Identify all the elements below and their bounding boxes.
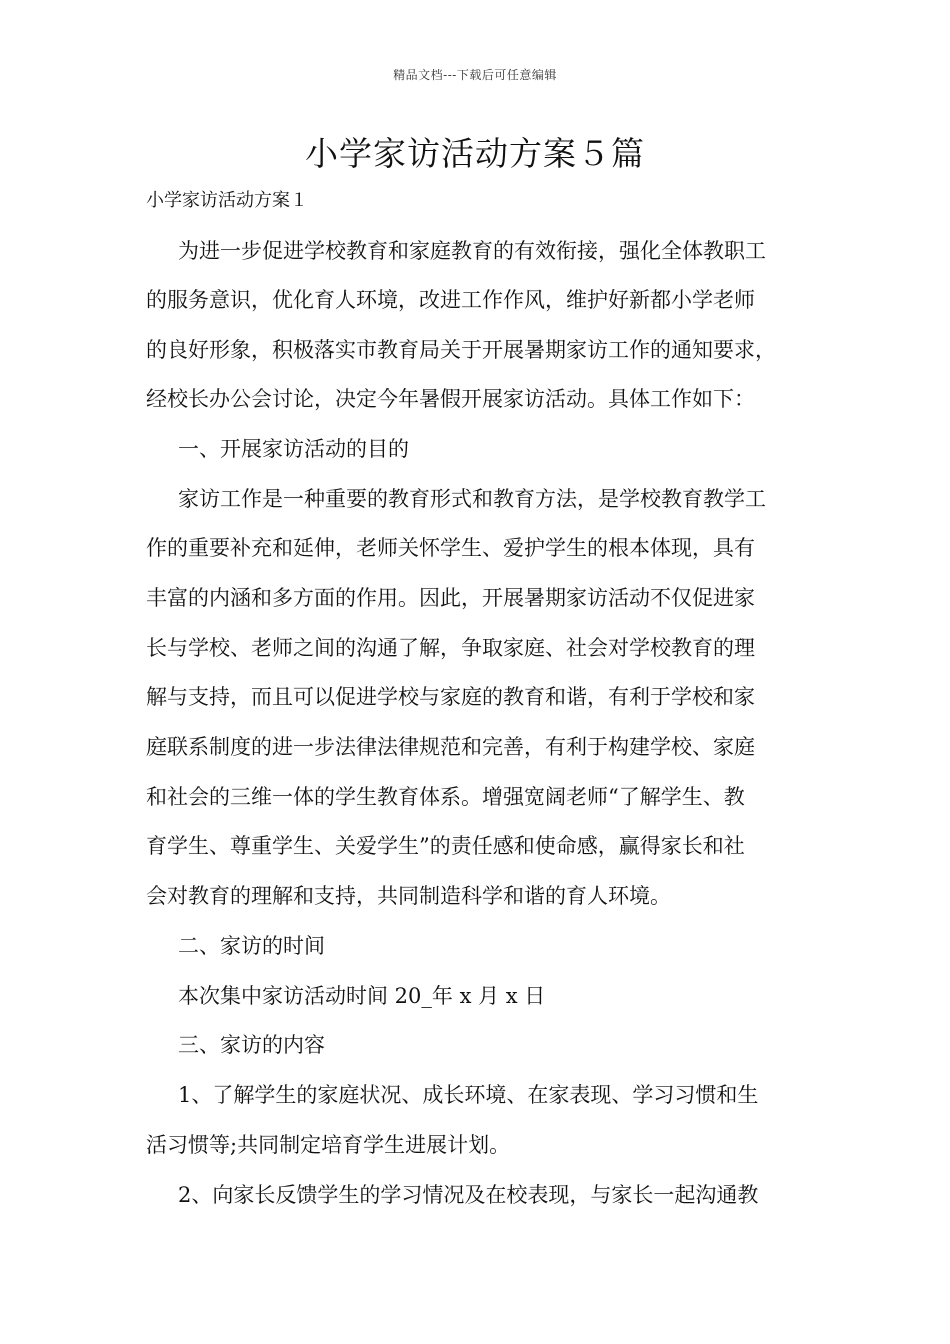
paragraph-line: 育学生、尊重学生、关爱学生”的责任感和使命感，赢得家长和社: [146, 834, 745, 858]
list-item-line: 活习惯等;共同制定培育学生进展计划。: [146, 1133, 511, 1157]
section-heading: 一、开展家访活动的目的: [178, 437, 409, 461]
paragraph-line: 庭联系制度的进一步法律法律规范和完善，有利于构建学校、家庭: [146, 735, 755, 759]
paragraph-line: 家访工作是一种重要的教育形式和教育方法，是学校教育教学工: [178, 487, 766, 511]
paragraph-line: 丰富的内涵和多方面的作用。因此，开展暑期家访活动不仅促进家: [146, 586, 755, 610]
section-subtitle: 小学家访活动方案１: [146, 190, 308, 211]
paragraph-line: 会对教育的理解和支持，共同制造科学和谐的育人环境。: [146, 884, 671, 908]
paragraph-line: 的良好形象，积极落实市教育局关于开展暑期家访工作的通知要求，: [146, 338, 776, 362]
paragraph-line: 经校长办公会讨论，决定今年暑假开展家访活动。具体工作如下：: [146, 387, 755, 411]
section-heading: 三、家访的内容: [178, 1033, 325, 1057]
header-note: 精品文档---下载后可任意编辑: [393, 68, 557, 82]
list-item-line: 1、了解学生的家庭状况、成长环境、在家表现、学习习惯和生: [178, 1083, 759, 1107]
paragraph-line: 解与支持，而且可以促进学校与家庭的教育和谐，有利于学校和家: [146, 685, 755, 709]
section-heading: 二、家访的时间: [178, 934, 325, 958]
paragraph-line: 本次集中家访活动时间 20_年 x 月 x 日: [178, 984, 546, 1008]
paragraph-line: 作的重要补充和延伸，老师关怀学生、爱护学生的根本体现，具有: [146, 536, 755, 560]
list-item-line: 2、向家长反馈学生的学习情况及在校表现，与家长一起沟通教: [178, 1183, 759, 1207]
paragraph-line: 为进一步促进学校教育和家庭教育的有效衔接，强化全体教职工: [178, 239, 766, 263]
document-title: 小学家访活动方案５篇: [305, 134, 645, 173]
paragraph-line: 的服务意识，优化育人环境，改进工作作风，维护好新都小学老师: [146, 288, 755, 312]
paragraph-line: 长与学校、老师之间的沟通了解，争取家庭、社会对学校教育的理: [146, 636, 755, 660]
paragraph-line: 和社会的三维一体的学生教育体系。增强宽阔老师“了解学生、教: [146, 785, 745, 809]
